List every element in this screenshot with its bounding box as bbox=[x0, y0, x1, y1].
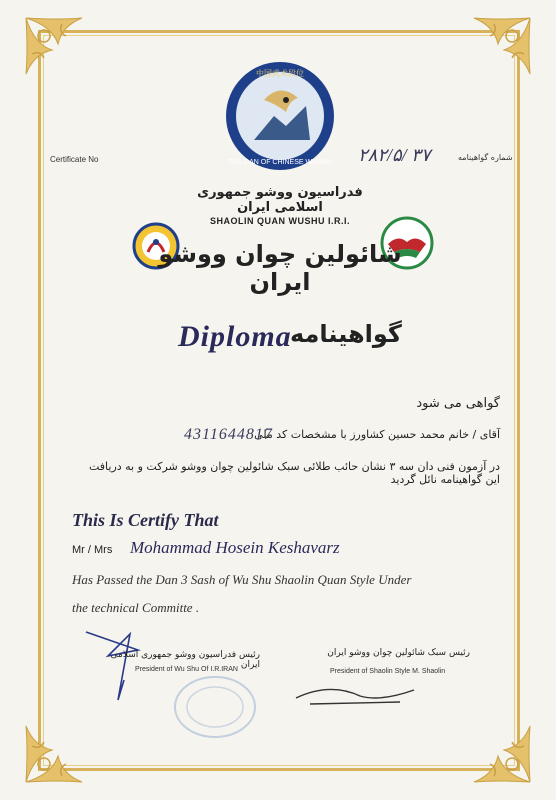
diploma-title-fa: گواهینامه bbox=[290, 320, 402, 348]
right-signatory-title-fa: رئیس سبک شائولین چوان ووشو ایران bbox=[327, 648, 470, 658]
national-id: 4311644817 bbox=[184, 426, 273, 443]
cert-number: ۲۸۲/۵/ ۳۷ bbox=[358, 145, 431, 165]
ornament-corner-icon bbox=[22, 716, 92, 786]
committee-line: the technical Committe . bbox=[72, 600, 200, 615]
cert-no-label-en: Certificate No bbox=[50, 155, 99, 164]
cert-no-label-fa: شماره گواهینامه bbox=[458, 153, 513, 162]
left-signatory-title-en: President of Wu Shu Of I.R.IRAN bbox=[135, 666, 238, 673]
ornament-corner-icon bbox=[464, 716, 534, 786]
signature-icon bbox=[290, 672, 420, 712]
ornament-corner-icon bbox=[22, 14, 92, 84]
right-signatory-title-en: President of Shaolin Style M. Shaolin bbox=[330, 668, 446, 675]
seal-top-text: 中国武术段位 bbox=[256, 69, 304, 78]
exam-line-fa: در آزمون فنی دان سه ۳ نشان حائب طلائی سبک شائولین چوان ووشو شرکت و به دریافت این گواهینامه نائل گردید bbox=[88, 460, 500, 486]
mr-mrs-label: Mr / Mrs bbox=[72, 544, 113, 556]
diploma-title-en: Diploma bbox=[178, 320, 292, 353]
chinese-wushu-seal-icon bbox=[224, 60, 336, 172]
passed-line: Has Passed the Dan 3 Sash of Wu Shu Shaolin Quan Style Under bbox=[72, 572, 412, 587]
title-fa: شائولین چوان ووشو ایران bbox=[158, 240, 402, 296]
certify-heading-fa: گواهی می شود bbox=[416, 396, 500, 411]
stamp-icon bbox=[170, 672, 260, 742]
left-signatory-title-fa: رئیس فدراسیون ووشو جمهوری اسلامی ایران bbox=[110, 650, 260, 670]
certify-heading-en: This Is Certify That bbox=[72, 510, 219, 530]
holder-line-fa: آقای / خانم محمد حسین کشاورز با مشخصات کد ملی bbox=[254, 428, 500, 441]
ornament-corner-icon bbox=[464, 14, 534, 84]
holder-name: Mohammad Hosein Keshavarz bbox=[130, 538, 340, 557]
federation-name-en: SHAOLIN QUAN WUSHU I.R.I. bbox=[210, 216, 350, 226]
seal-text: THE DAN OF CHINESE WUSHU bbox=[228, 159, 332, 166]
federation-name-fa: فدراسیون ووشو جمهوری اسلامی ایران bbox=[197, 185, 363, 215]
